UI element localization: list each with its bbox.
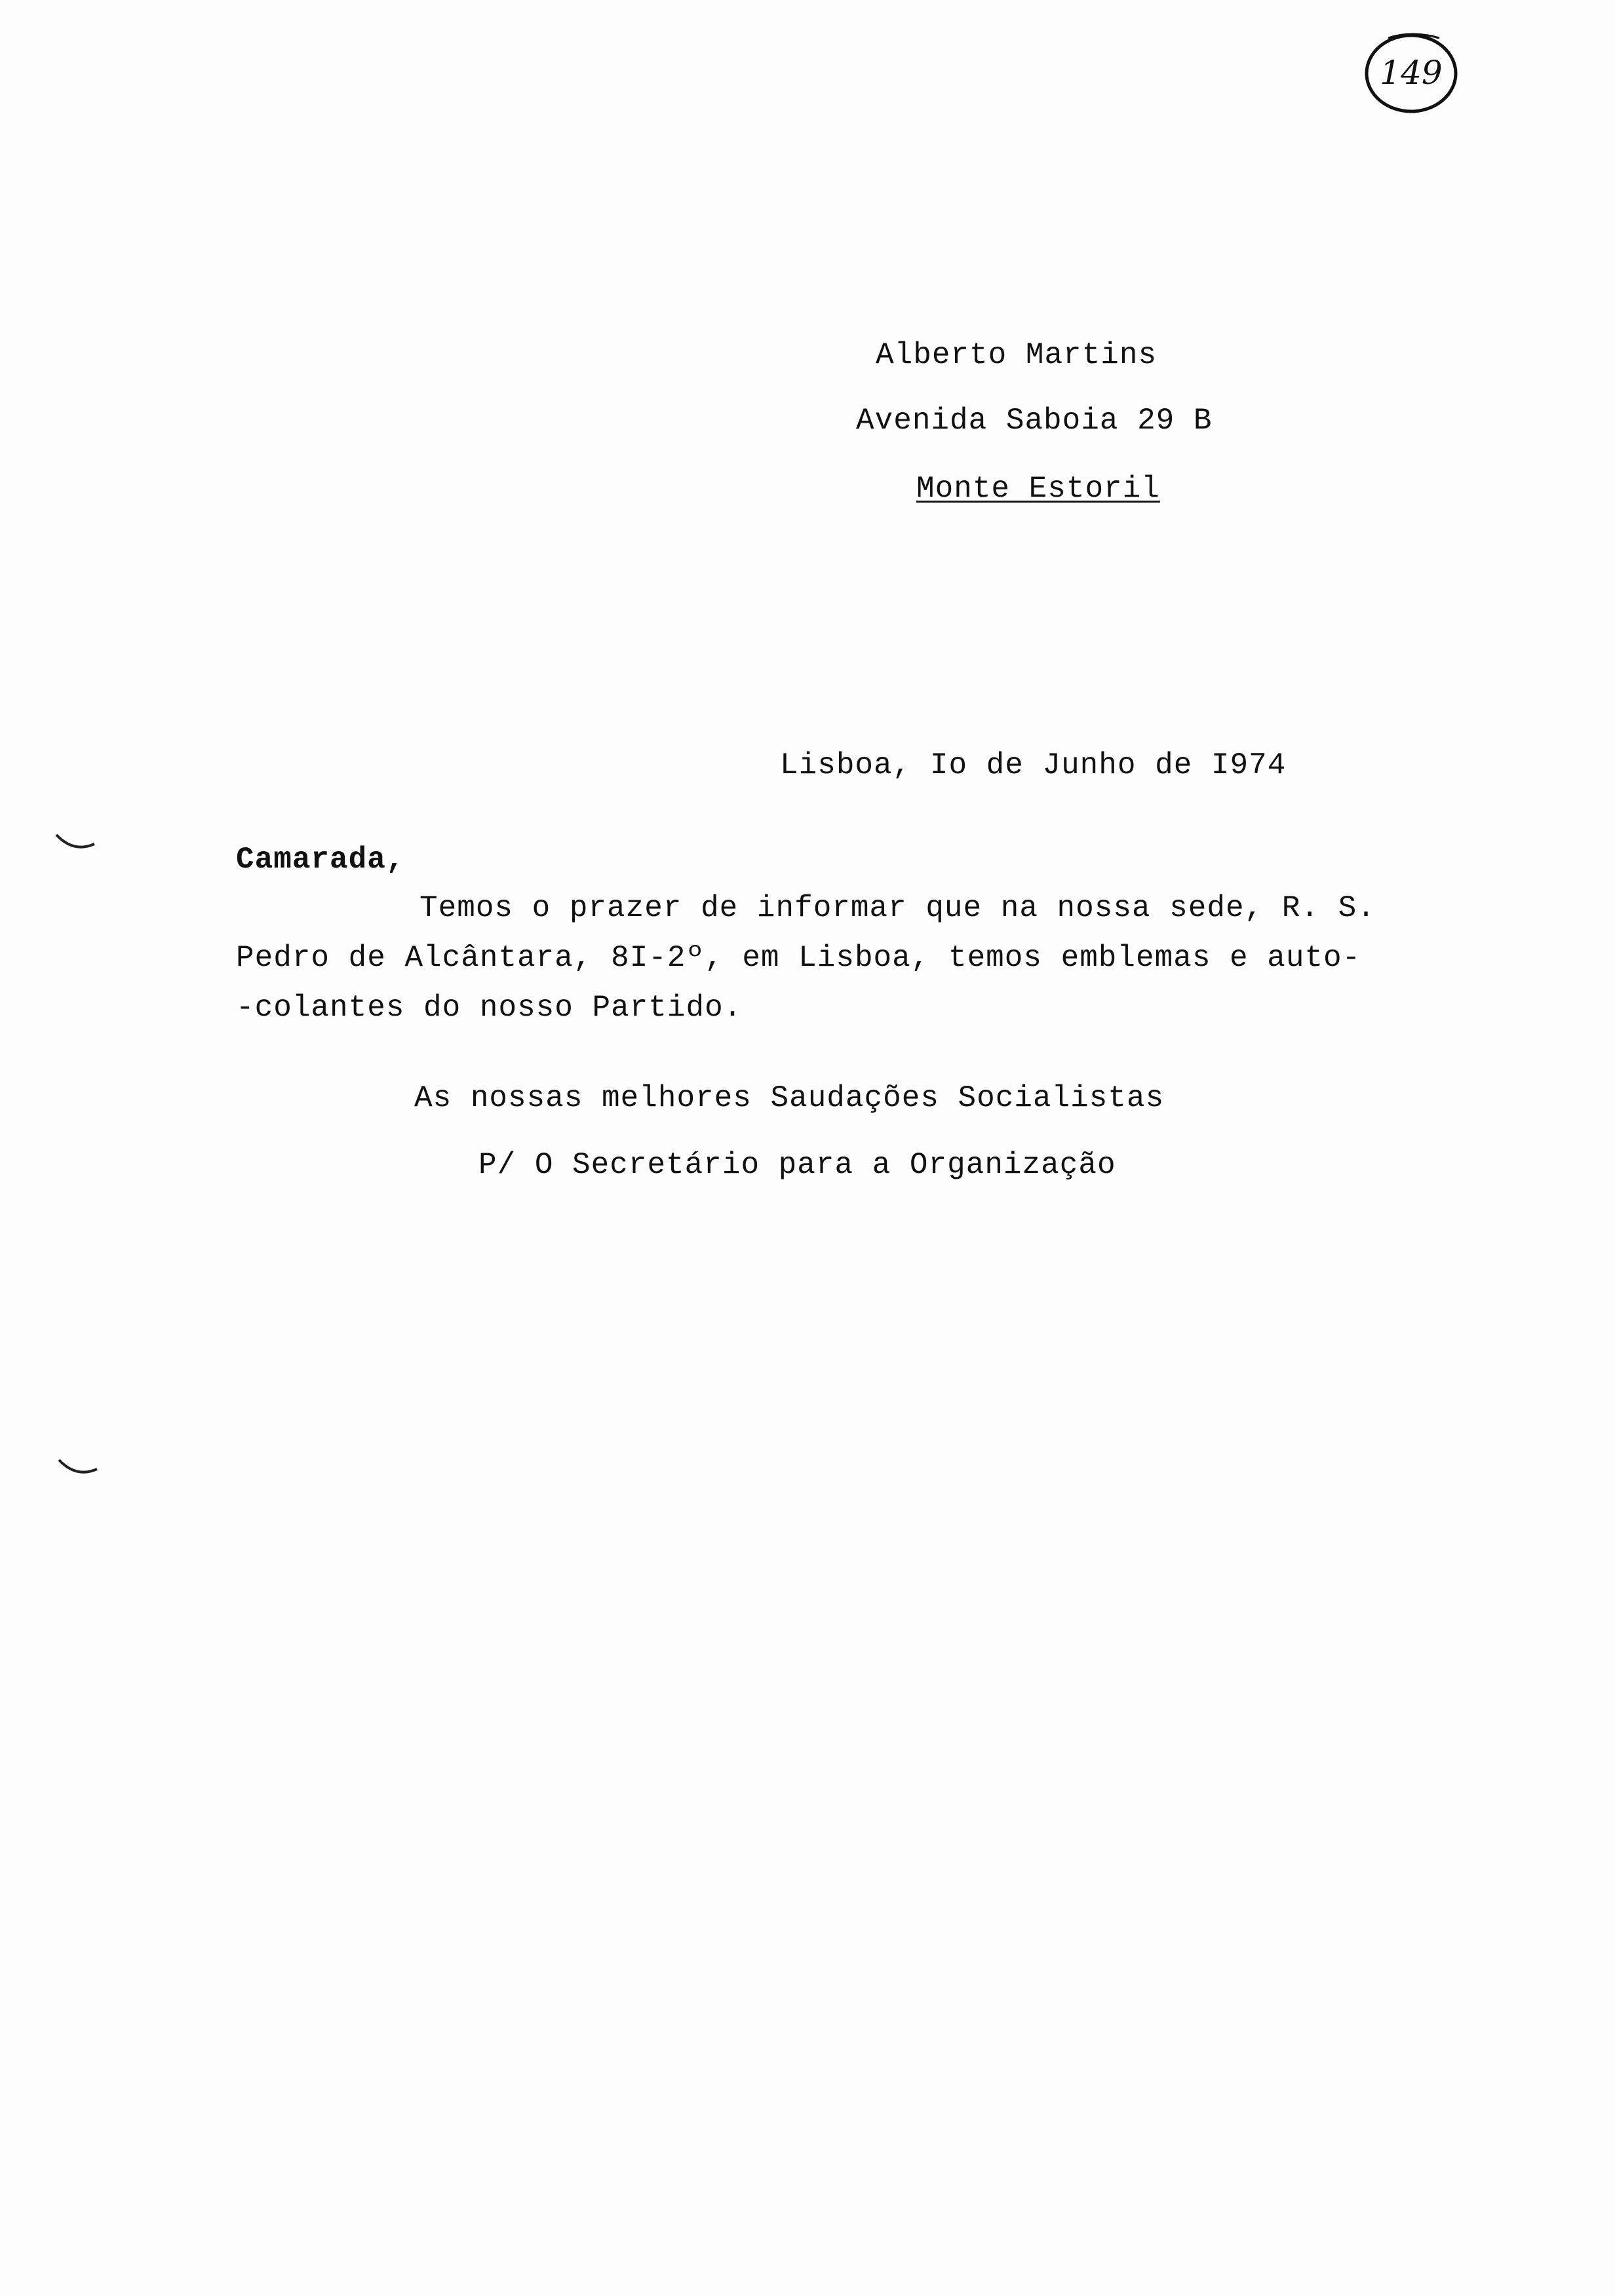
folio-stamp: [1362, 29, 1460, 117]
recipient-city: Monte Estoril: [916, 472, 1160, 506]
recipient-name: Alberto Martins: [876, 338, 1158, 372]
punch-hole-icon: [56, 1456, 100, 1478]
punch-hole-mark-bottom: [56, 1456, 100, 1478]
punch-hole-mark-top: [54, 831, 97, 853]
body-line-2: Pedro de Alcântara, 8I-2º, em Lisboa, temos emblemas e auto-: [236, 941, 1361, 975]
date-line: Lisboa, Io de Junho de I974: [780, 748, 1287, 782]
closing: As nossas melhores Saudações Socialistas: [414, 1081, 1165, 1115]
salutation: Camarada,: [236, 843, 405, 877]
punch-hole-icon: [54, 831, 97, 853]
recipient-street: Avenida Saboia 29 B: [856, 404, 1213, 438]
folio-number: 149: [1380, 54, 1443, 92]
signature-line: P/ O Secretário para a Organização: [478, 1148, 1116, 1182]
body-line-1: Temos o prazer de informar que na nossa sede, R. S.: [419, 891, 1376, 925]
body-line-3: -colantes do nosso Partido.: [236, 991, 743, 1025]
